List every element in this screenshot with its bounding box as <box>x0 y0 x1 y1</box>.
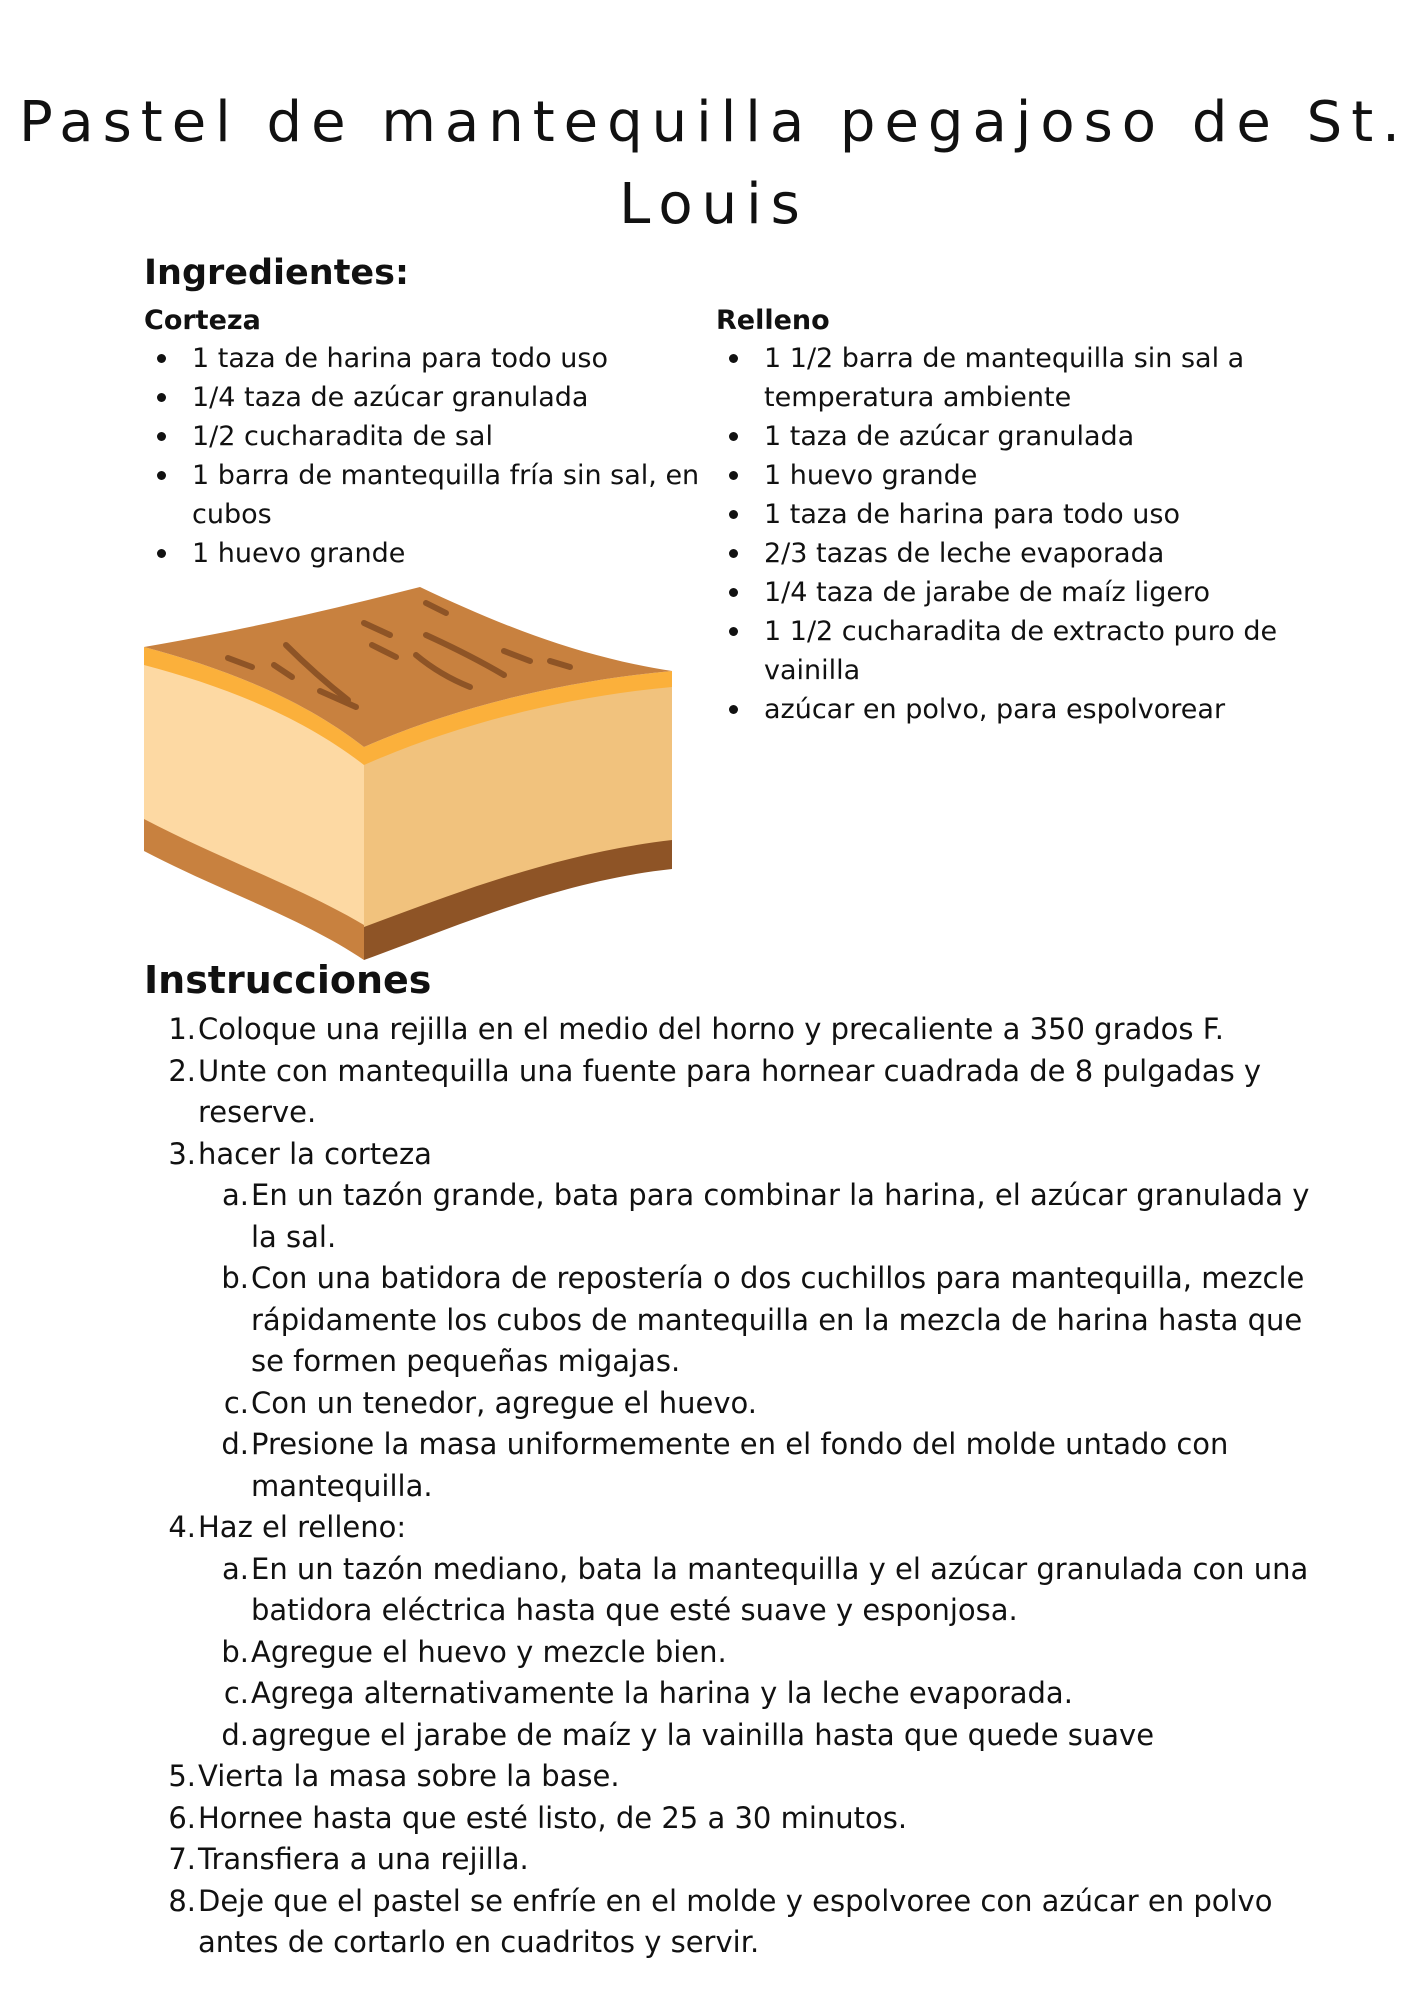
substep-item <box>144 1175 1324 1258</box>
filling-ingredient-list <box>716 339 1316 729</box>
step-text: Deje que el pastel se enfríe en el molde y espolvoree con azúcar en polvo antes de cortarlo en cuadritos y servir. <box>198 1883 1273 1959</box>
step-item <box>144 1756 1324 1798</box>
step-item <box>144 1051 1324 1134</box>
substep-text: En un tazón grande, bata para combinar la harina, el azúcar granulada y la sal. <box>251 1178 1310 1254</box>
step-number: 4. <box>168 1510 196 1544</box>
list-item: 1 1/2 barra de mantequilla sin sal a temperatura ambiente <box>764 339 1316 417</box>
substep-letter: a. <box>222 1551 249 1586</box>
substep-text: Presione la masa uniformemente en el fondo del molde untado con mantequilla. <box>251 1427 1229 1503</box>
substep-text: Agregue el huevo y mezcle bien. <box>251 1634 727 1669</box>
substep-item <box>144 1673 1324 1715</box>
step-text: Hornee hasta que esté listo, de 25 a 30 minutos. <box>198 1800 908 1835</box>
list-item: 1 taza de azúcar granulada <box>764 417 1316 456</box>
list-item: 1/2 cucharadita de sal <box>192 417 714 456</box>
step-text: Transfiera a una rejilla. <box>198 1842 529 1876</box>
list-item: 1 huevo grande <box>764 456 1316 495</box>
substep-letter: c. <box>223 1385 249 1420</box>
substep-letter: d. <box>221 1427 249 1461</box>
list-item: 1/4 taza de jarabe de maíz ligero <box>764 573 1316 612</box>
list-item: 1/4 taza de azúcar granulada <box>192 378 714 417</box>
step-item <box>144 1798 1324 1840</box>
list-item: 1 huevo grande <box>192 534 714 573</box>
step-number: 3. <box>168 1136 196 1171</box>
step-number: 5. <box>168 1759 196 1793</box>
step-number: 1. <box>168 1012 196 1046</box>
list-item: 1 barra de mantequilla fría sin sal, en cubos <box>192 456 714 534</box>
instructions-heading: Instrucciones <box>144 958 432 1002</box>
substep-text: Con un tenedor, agregue el huevo. <box>251 1385 757 1420</box>
step-number: 2. <box>168 1053 196 1088</box>
crust-heading: Corteza <box>144 305 261 336</box>
crust-ingredient-list <box>144 339 714 573</box>
list-item: 1 taza de harina para todo uso <box>192 339 714 378</box>
step-text: Coloque una rejilla en el medio del horno y precaliente a 350 grados F. <box>198 1012 1224 1046</box>
substep-item <box>144 1632 1324 1674</box>
ingredients-heading: Ingredientes: <box>144 253 409 293</box>
step-text: Haz el relleno: <box>198 1510 407 1544</box>
step-number: 6. <box>168 1800 196 1835</box>
step-number: 8. <box>168 1883 196 1918</box>
substep-text: Agrega alternativamente la harina y la leche evaporada. <box>251 1676 1073 1710</box>
step-item <box>144 1839 1324 1881</box>
instruction-steps <box>144 1009 1324 1964</box>
substep-item <box>144 1424 1324 1507</box>
step-item <box>144 1507 1324 1549</box>
filling-section <box>716 303 1316 729</box>
step-item <box>144 1134 1324 1176</box>
step-number: 7. <box>168 1842 196 1876</box>
substep-item <box>144 1715 1324 1757</box>
list-item: azúcar en polvo, para espolvorear <box>764 690 1316 729</box>
step-text: Vierta la masa sobre la base. <box>198 1759 620 1793</box>
substep-letter: b. <box>221 1634 249 1669</box>
step-text: Unte con mantequilla una fuente para hornear cuadrada de 8 pulgadas y reserve. <box>198 1053 1262 1129</box>
substep-item <box>144 1383 1324 1425</box>
page-title: Pastel de mantequilla pegajoso de St. Louis <box>19 90 1409 237</box>
substep-item <box>144 1549 1324 1632</box>
substep-text: En un tazón mediano, bata la mantequilla y el azúcar granulada con una batidora eléctrica hasta que esté suave y esponjosa. <box>251 1551 1309 1627</box>
substep-text: agregue el jarabe de maíz y la vainilla hasta que quede suave <box>251 1717 1155 1752</box>
list-item: 1 taza de harina para todo uso <box>764 495 1316 534</box>
step-item <box>144 1009 1324 1051</box>
list-item: 2/3 tazas de leche evaporada <box>764 534 1316 573</box>
crust-section <box>144 303 714 573</box>
step-text: hacer la corteza <box>198 1136 432 1171</box>
step-item <box>144 1881 1324 1964</box>
list-item: 1 1/2 cucharadita de extracto puro de vainilla <box>764 612 1316 690</box>
filling-heading: Relleno <box>716 305 830 336</box>
substep-letter: b. <box>221 1261 249 1295</box>
substep-text: Con una batidora de repostería o dos cuchillos para mantequilla, mezcle rápidamente los cubos de mantequilla en la mezcla de harina hasta que se formen pequeñas migajas. <box>251 1261 1305 1378</box>
substep-letter: c. <box>223 1676 249 1710</box>
substep-letter: d. <box>221 1717 249 1752</box>
cake-slice-icon <box>140 585 680 960</box>
substep-letter: a. <box>222 1178 249 1212</box>
substep-item <box>144 1258 1324 1383</box>
